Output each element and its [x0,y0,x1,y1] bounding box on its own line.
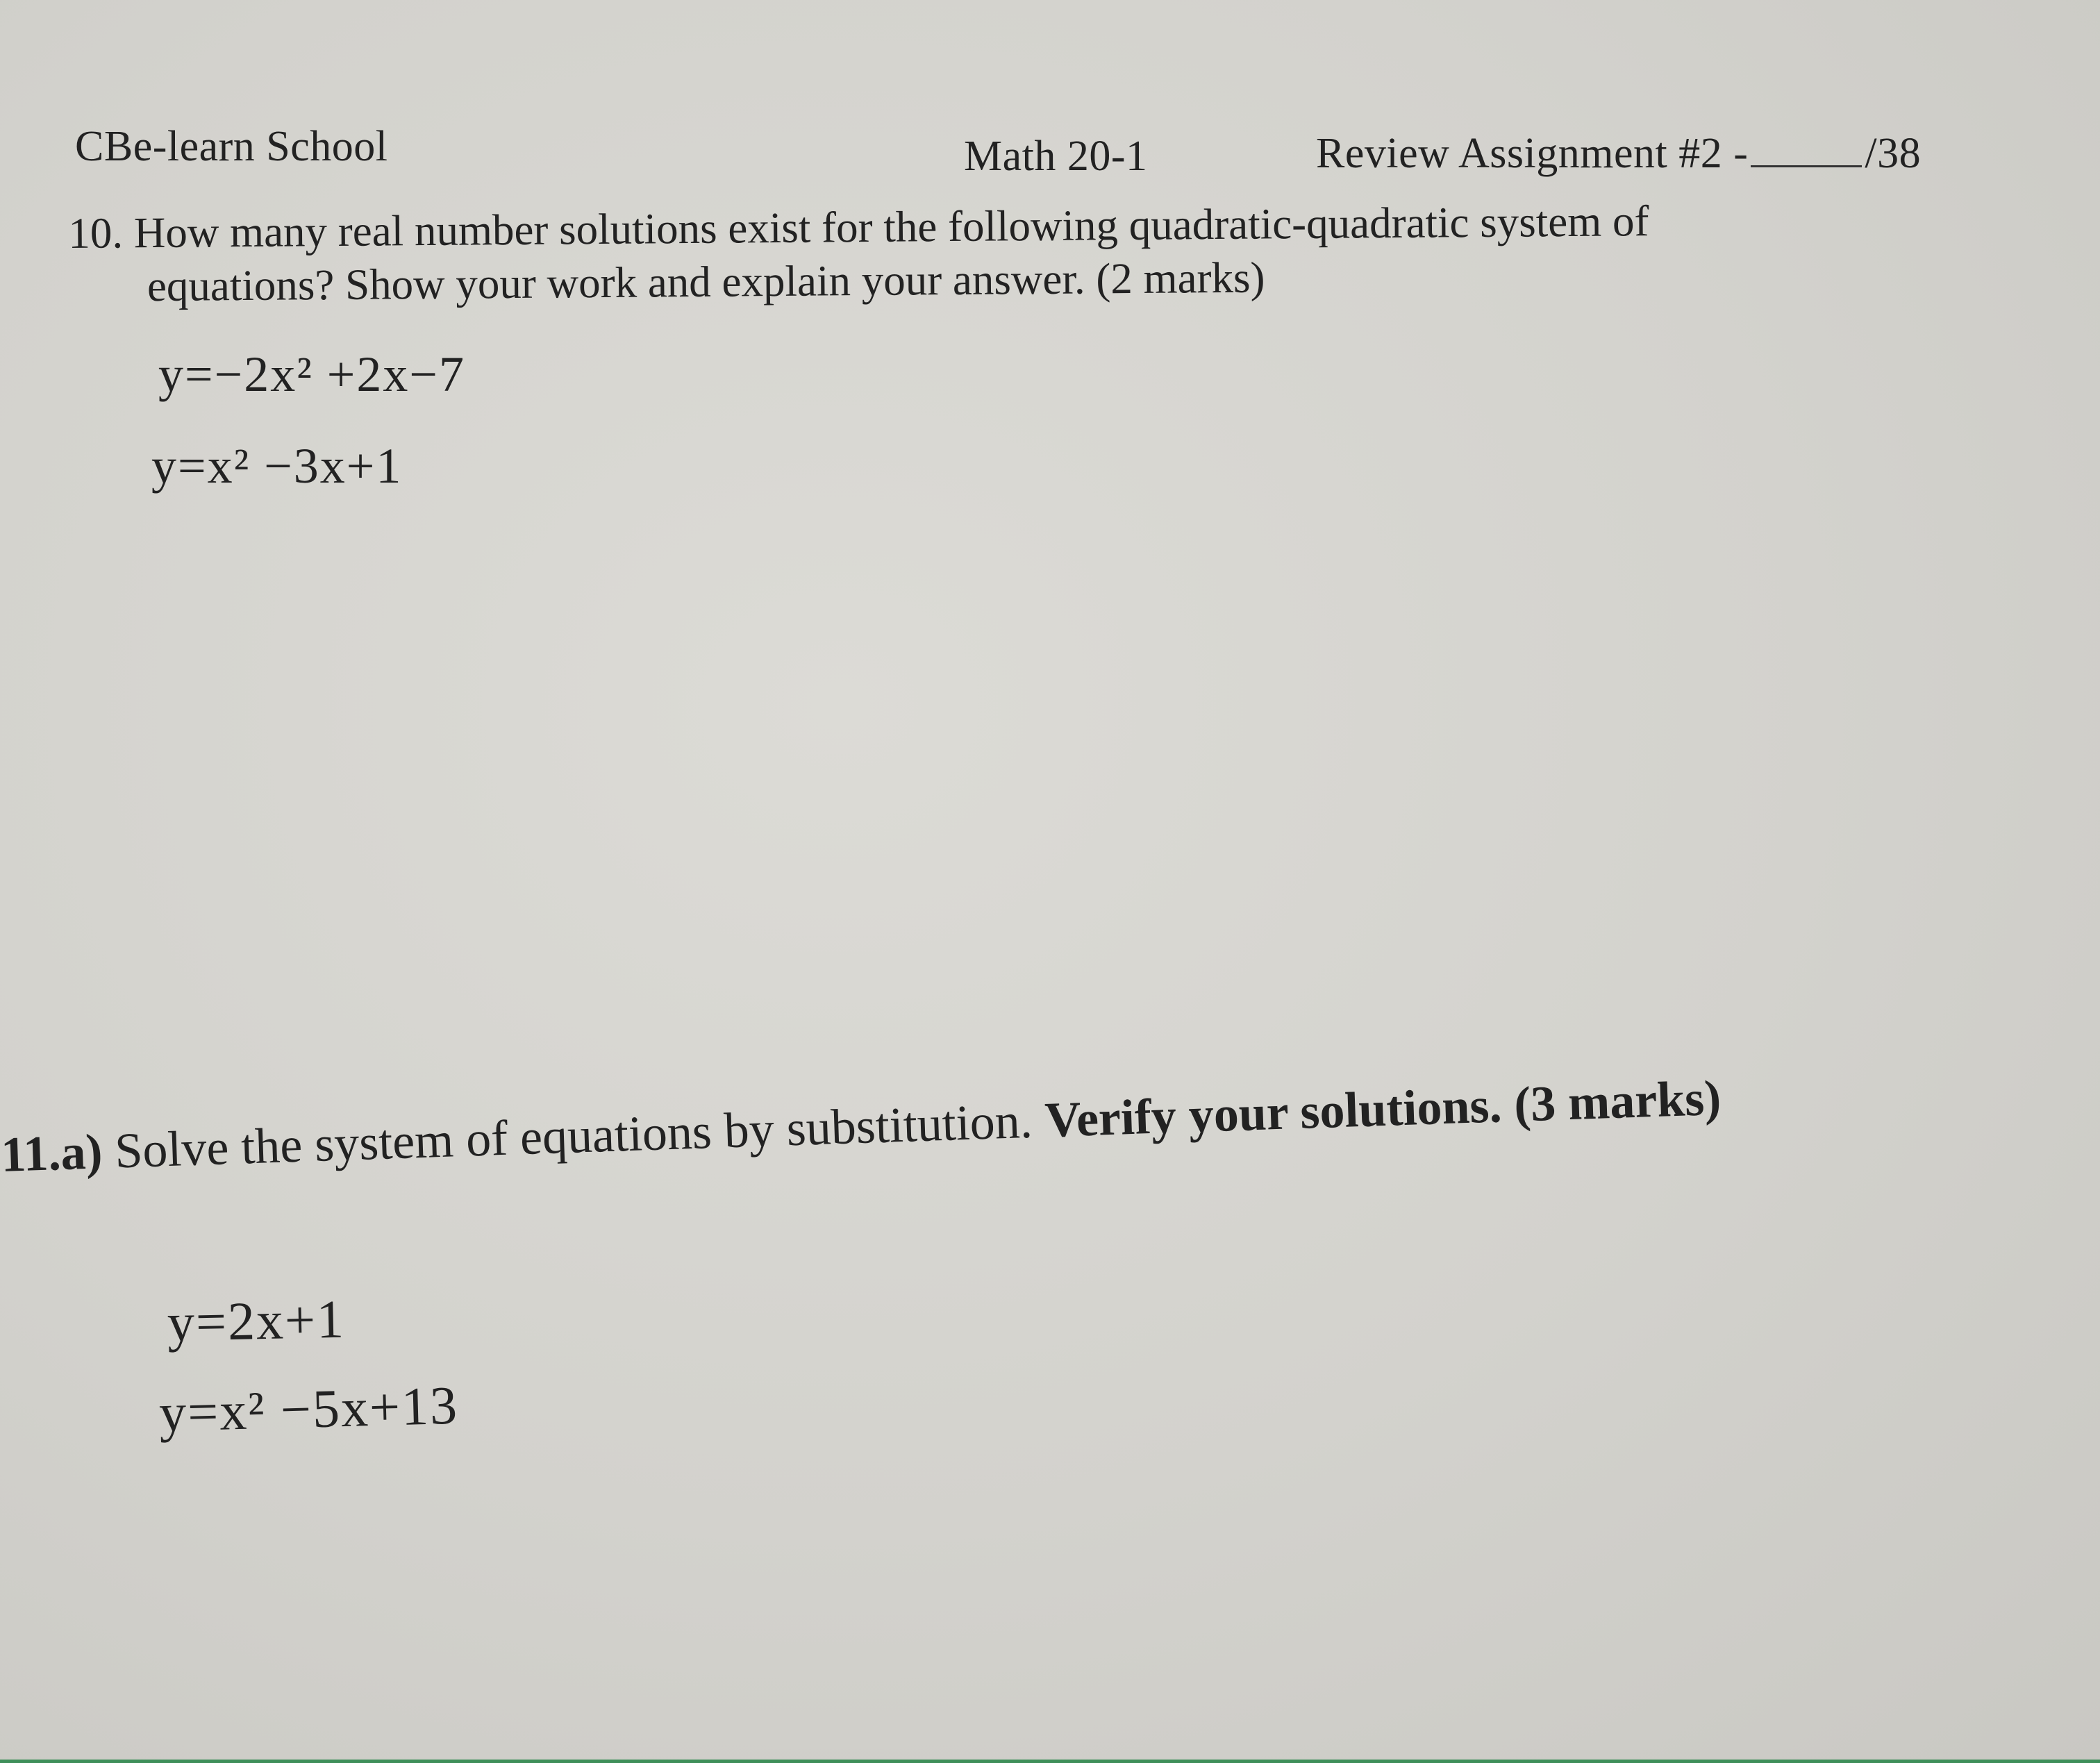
question-11a [0,1068,1722,1186]
question-11a-equation-1: y=2x+1 [167,1288,346,1353]
question-11a-text-bold: Verify your solutions. (3 marks) [1044,1069,1722,1148]
bottom-edge [0,1760,2100,1763]
question-10-number: 10. [68,208,124,258]
assignment-prefix: Review Assignment #2 - [1316,130,1749,177]
question-11a-number: 11.a) [0,1123,103,1183]
course-name: Math 20-1 [964,133,1148,180]
question-10-equation-2: y=x² −3x+1 [151,438,403,494]
question-11a-text-plain: Solve the system of equations by substitution. [114,1092,1033,1179]
question-10 [68,194,1649,314]
question-10-text-1: How many real number solutions exist for the following quadratic-quadratic system of [133,197,1649,258]
question-11a-equation-2: y=x² −5x+13 [158,1374,460,1443]
school-name: CBe-learn School [75,123,388,170]
question-10-equation-1: y=−2x² +2x−7 [158,346,466,402]
score-blank [1751,135,1862,167]
score-total: /38 [1865,130,1922,177]
assignment-title [1316,129,1921,178]
question-10-text-2: equations? Show your work and explain your answer. (2 marks) [147,253,1265,310]
